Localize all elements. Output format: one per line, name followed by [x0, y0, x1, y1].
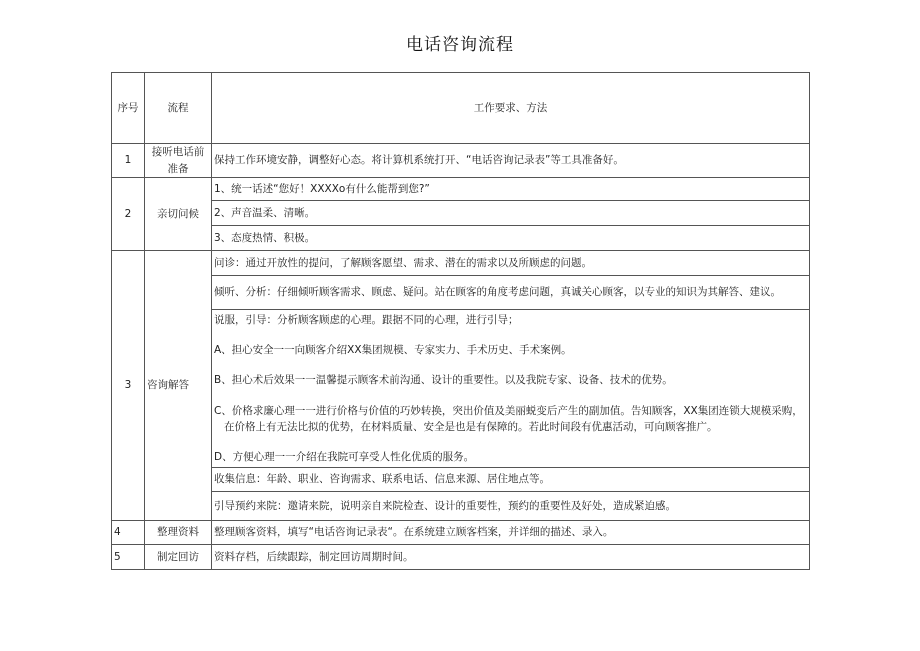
row-requirement: 倾听、分析：仔细倾听顾客需求、顾虑、疑问。站在顾客的角度考虑问题，真诚关心顾客，以专业的知识为其解答、建议。 — [212, 276, 810, 310]
header-step: 流程 — [145, 73, 212, 144]
row-requirement: 保持工作环境安静，调整好心态。将计算机系统打开、“电话咨询记录表”等工具准备好。 — [212, 144, 810, 178]
table-row — [112, 468, 810, 492]
row-step: 咨询解答 — [145, 251, 212, 521]
table-header-row — [112, 73, 810, 144]
table-row — [112, 201, 810, 226]
persuasion-item-d: D、方便心理一一介绍在我院可享受人性化优质的服务。 — [214, 451, 475, 464]
persuasion-item-a: A、担心安全一一向顾客介绍XX集团规模、专家实力、手术历史、手术案例。 — [214, 343, 572, 356]
header-no: 序号 — [112, 73, 145, 144]
row-step: 制定回访 — [145, 545, 212, 570]
row-step: 接听电话前准备 — [145, 144, 212, 178]
row-requirement: 1、统一话述“您好！XXXXo有什么能帮到您?” — [212, 178, 810, 201]
table-row — [112, 276, 810, 310]
row-requirement: 2、声音温柔、清晰。 — [212, 201, 810, 226]
row-number: 4 — [112, 521, 145, 545]
table-row — [112, 310, 810, 468]
row-step: 亲切问候 — [145, 178, 212, 251]
persuasion-block — [212, 310, 810, 468]
persuasion-item-b: B、担心术后效果一一温馨提示顾客术前沟通、设计的重要性。以及我院专家、设备、技术的优势。 — [214, 374, 673, 387]
persuasion-intro: 说服，引导：分析顾客顾虑的心理。跟据不同的心理，进行引导； — [214, 313, 519, 326]
row-requirement: 问诊：通过开放性的提问，了解顾客愿望、需求、潜在的需求以及所顾虑的问题。 — [212, 251, 810, 276]
row-step: 整理资料 — [145, 521, 212, 545]
header-requirements: 工作要求、方法 — [212, 73, 810, 144]
persuasion-item-c-line1: C、价格求廉心理一一进行价格与价值的巧妙转换，突出价值及美丽蜕变后产生的副加值。告知顾客，XX集团连锁大规模采购， — [214, 404, 803, 417]
table-row — [112, 178, 810, 201]
table-row — [112, 521, 810, 545]
page-title: 电话咨询流程 — [406, 35, 514, 55]
row-requirement: 收集信息：年龄、职业、咨询需求、联系电话、信息来源、居住地点等。 — [212, 468, 810, 492]
persuasion-item-c — [214, 403, 807, 436]
table-row — [112, 144, 810, 178]
row-requirement: 3、态度热情、积极。 — [212, 226, 810, 251]
row-requirement: 整理顾客资料，填写“电话咨询记录表“。在系统建立顾客档案，并详细的描述、录入。 — [212, 521, 810, 545]
table-row — [112, 545, 810, 570]
table-row — [112, 492, 810, 521]
process-table — [111, 72, 810, 570]
row-number: 5 — [112, 545, 145, 570]
table-row — [112, 251, 810, 276]
row-number: 3 — [112, 251, 145, 521]
row-number: 1 — [112, 144, 145, 178]
row-requirement: 引导预约来院：邀请来院，说明亲自来院检查、设计的重要性，预约的重要性及好处，造成紧迫感。 — [212, 492, 810, 521]
persuasion-item-c-line2: 在价格上有无法比拟的优势，在材料质量、安全是也是有保障的。若此时间段有优惠活动，可向顾客推广。 — [224, 420, 718, 433]
row-requirement: 资料存档，后续跟踪，制定回访周期时间。 — [212, 545, 810, 570]
table-row — [112, 226, 810, 251]
row-number: 2 — [112, 178, 145, 251]
